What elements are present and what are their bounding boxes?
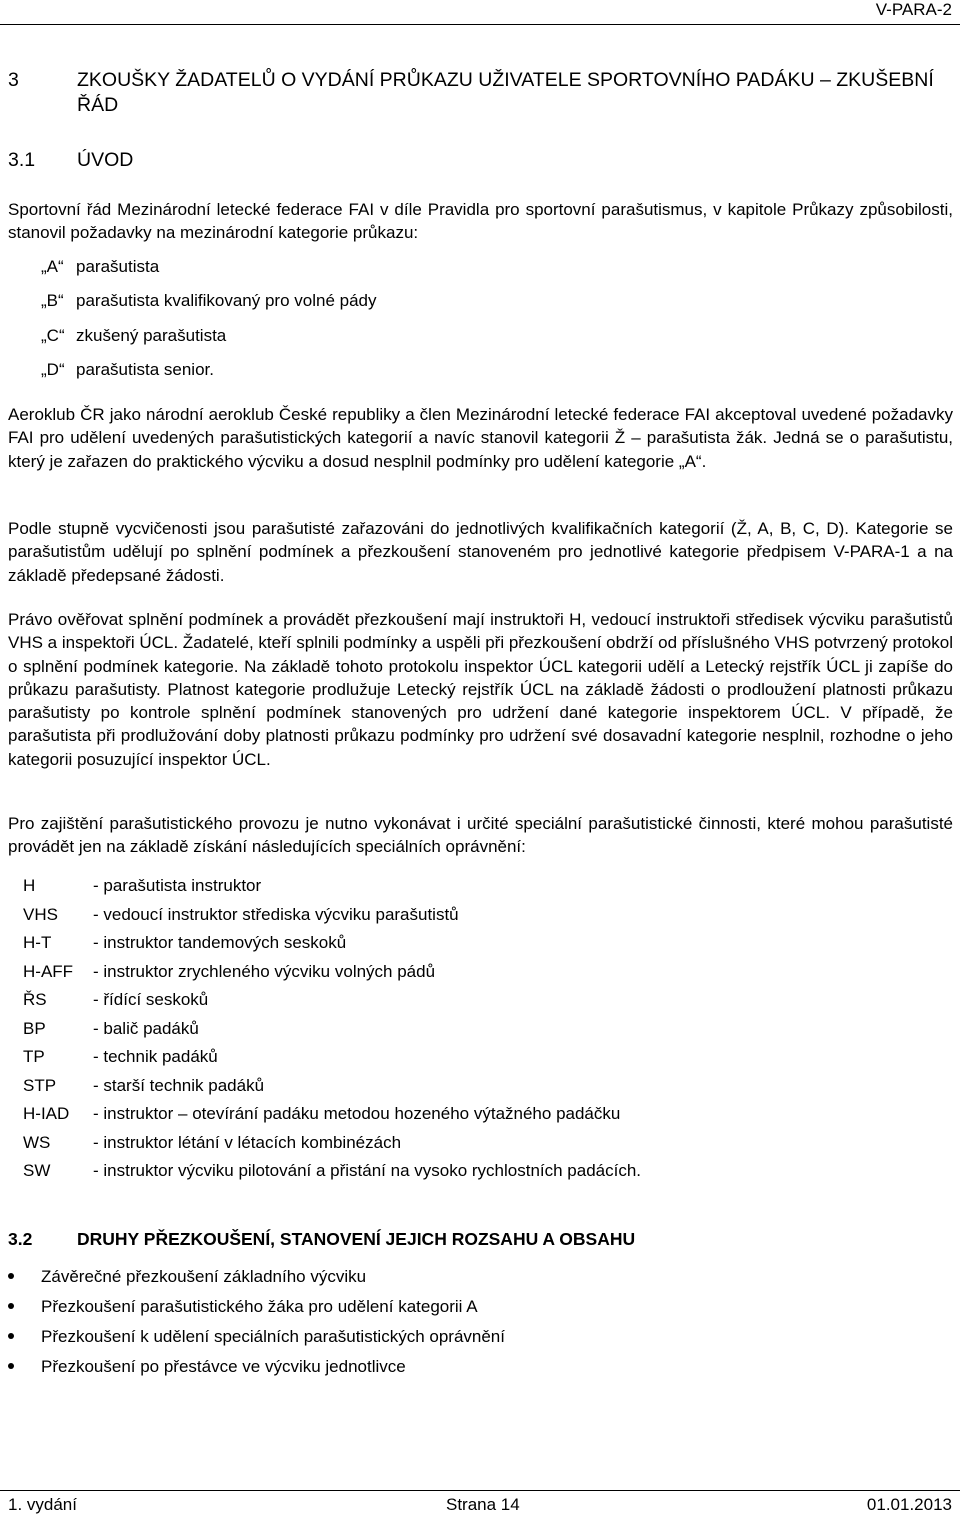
permission-row	[23, 960, 435, 989]
header-divider	[0, 24, 960, 25]
permission-row	[23, 1017, 199, 1046]
permission-text: - starší technik padáků	[93, 1076, 265, 1095]
permission-code: SW	[23, 1161, 51, 1180]
bullet-icon	[8, 1273, 14, 1279]
permission-row	[23, 1131, 401, 1160]
bullet-icon	[8, 1363, 14, 1369]
section-number: 3.1	[8, 149, 36, 171]
category-item	[41, 289, 377, 312]
permission-row	[23, 1102, 620, 1131]
permission-code: ŘS	[23, 990, 47, 1009]
paragraph-special-permissions: Pro zajištění parašutistického provozu je nutno vykonávat i určité speciální parašutistické činnosti, které mohou parašutisté provádět jen na základě získání následujících speciálních oprávnění:	[8, 814, 953, 857]
bullet-icon	[8, 1333, 14, 1339]
document-code: V-PARA-2	[875, 0, 952, 19]
category-text: parašutista senior.	[76, 360, 214, 379]
permission-code: BP	[23, 1019, 46, 1038]
section-number: 3.2	[8, 1229, 33, 1249]
footer-edition: 1. vydání	[8, 1495, 77, 1514]
category-text: parašutista	[76, 257, 160, 276]
chapter-title: ZKOUŠKY ŽADATELŮ O VYDÁNÍ PRŮKAZU UŽIVATELE SPORTOVNÍHO PADÁKU – ZKUŠEBNÍ ŘÁD	[77, 69, 934, 116]
permission-text: - vedoucí instruktor střediska výcviku parašutistů	[93, 905, 459, 924]
category-letter: „C“	[41, 326, 65, 345]
category-item	[41, 358, 214, 381]
bullet-text: Přezkoušení po přestávce ve výcviku jednotlivce	[41, 1357, 406, 1376]
category-text: parašutista kvalifikovaný pro volné pády	[76, 291, 377, 310]
category-letter: „B“	[41, 291, 64, 310]
permission-text: - balič padáků	[93, 1019, 199, 1038]
category-letter: „A“	[41, 257, 64, 276]
permission-code: TP	[23, 1047, 45, 1066]
section-title: ÚVOD	[77, 149, 134, 171]
section-heading-intro	[8, 148, 134, 173]
footer-divider	[0, 1490, 960, 1491]
permission-text: - technik padáků	[93, 1047, 218, 1066]
permission-row	[23, 931, 346, 960]
paragraph-categories: Podle stupně vycvičenosti jsou parašutisté zařazováni do jednotlivých kvalifikačních kategorií (Ž, A, B, C, D). Kategorie se parašutistům udělují po splnění podmínek a přezkoušení stanoveném pro jednotlivé kategorie předpisem V-PARA-1 a na základě předepsané žádosti.	[8, 519, 953, 585]
permission-text: - instruktor létání v létacích kombinézách	[93, 1133, 402, 1152]
category-letter: „D“	[41, 360, 65, 379]
category-text: zkušený parašutista	[76, 326, 227, 345]
permission-code: H-T	[23, 933, 52, 952]
bullet-text: Závěrečné přezkoušení základního výcviku	[41, 1267, 367, 1286]
bullet-text: Přezkoušení k udělení speciálních parašutistických oprávnění	[41, 1327, 505, 1346]
chapter-heading	[8, 68, 953, 118]
bullet-text: Přezkoušení parašutistického žáka pro udělení kategorii A	[41, 1297, 478, 1316]
permission-row	[23, 874, 261, 903]
chapter-number: 3	[8, 69, 19, 91]
permission-row	[23, 988, 208, 1017]
category-item	[41, 255, 159, 278]
permission-text: - parašutista instruktor	[93, 876, 262, 895]
permission-code: STP	[23, 1076, 57, 1095]
permission-text: - řídící seskoků	[93, 990, 209, 1009]
intro-paragraph: Sportovní řád Mezinárodní letecké federace FAI v díle Pravidla pro sportovní parašutismus, v kapitole Průkazy způsobilosti, stanovil požadavky na mezinárodní kategorie průkazu:	[8, 200, 953, 243]
permission-row	[23, 1045, 218, 1074]
permission-code: H	[23, 876, 36, 895]
permission-text: - instruktor tandemových seskoků	[93, 933, 347, 952]
permission-row	[23, 903, 459, 932]
bullet-icon	[8, 1303, 14, 1309]
permission-code: H-AFF	[23, 962, 74, 981]
paragraph-rights: Právo ověřovat splnění podmínek a provádět přezkoušení mají instruktoři H, vedoucí instruktoři středisek výcviku parašutistů VHS a inspektoři ÚCL. Žadatelé, kteří splnili podmínky a uspěli při přezkoušení obdrží od příslušného VHS potvrzený protokol o splnění podmínek kategorie. Na základě tohoto protokolu inspektor ÚCL kategorii udělí a Letecký rejstřík ÚCL ji zapíše do průkazu parašutisty. Platnost kategorie prodlužuje Letecký rejstřík ÚCL na základě žádosti o prodloužení platnosti průkazu parašutisty po kontrole splnění podmínek stanovených pro udržení dané kategorie inspektorem ÚCL. V případě, že parašutista při prodlužování doby platnosti průkazu podmínky pro udržení své dosavadní kategorie nesplnil, rozhodne o jeho kategorii posuzující inspektor ÚCL.	[8, 610, 953, 769]
paragraph-aeroklub: Aeroklub ČR jako národní aeroklub České republiky a člen Mezinárodní letecké federace FAI akceptoval uvedené požadavky FAI pro udělení uvedených parašutistických kategorií a navíc stanovil kategorii Ž – parašutista žák. Jedná se o parašutistu, který je zařazen do praktického výcviku a dosud nesplnil podmínky pro udělení kategorie „A“.	[8, 405, 953, 471]
footer-date: 01.01.2013	[866, 1495, 952, 1514]
section-heading-exam-types	[8, 1228, 636, 1251]
permission-row	[23, 1074, 264, 1103]
permission-code: VHS	[23, 905, 58, 924]
permission-row	[23, 1159, 641, 1188]
category-item	[41, 324, 226, 347]
section-title: DRUHY PŘEZKOUŠENÍ, STANOVENÍ JEJICH ROZSAHU A OBSAHU	[77, 1229, 636, 1249]
permission-code: WS	[23, 1133, 51, 1152]
permission-text: - instruktor – otevírání padáku metodou hozeného výtažného padáčku	[93, 1104, 621, 1123]
permission-text: - instruktor výcviku pilotování a přistání na vysoko rychlostních padácích.	[93, 1161, 642, 1180]
footer-page-number: Strana 14	[446, 1495, 520, 1514]
permission-code: H-IAD	[23, 1104, 70, 1123]
permission-text: - instruktor zrychleného výcviku volných pádů	[93, 962, 436, 981]
